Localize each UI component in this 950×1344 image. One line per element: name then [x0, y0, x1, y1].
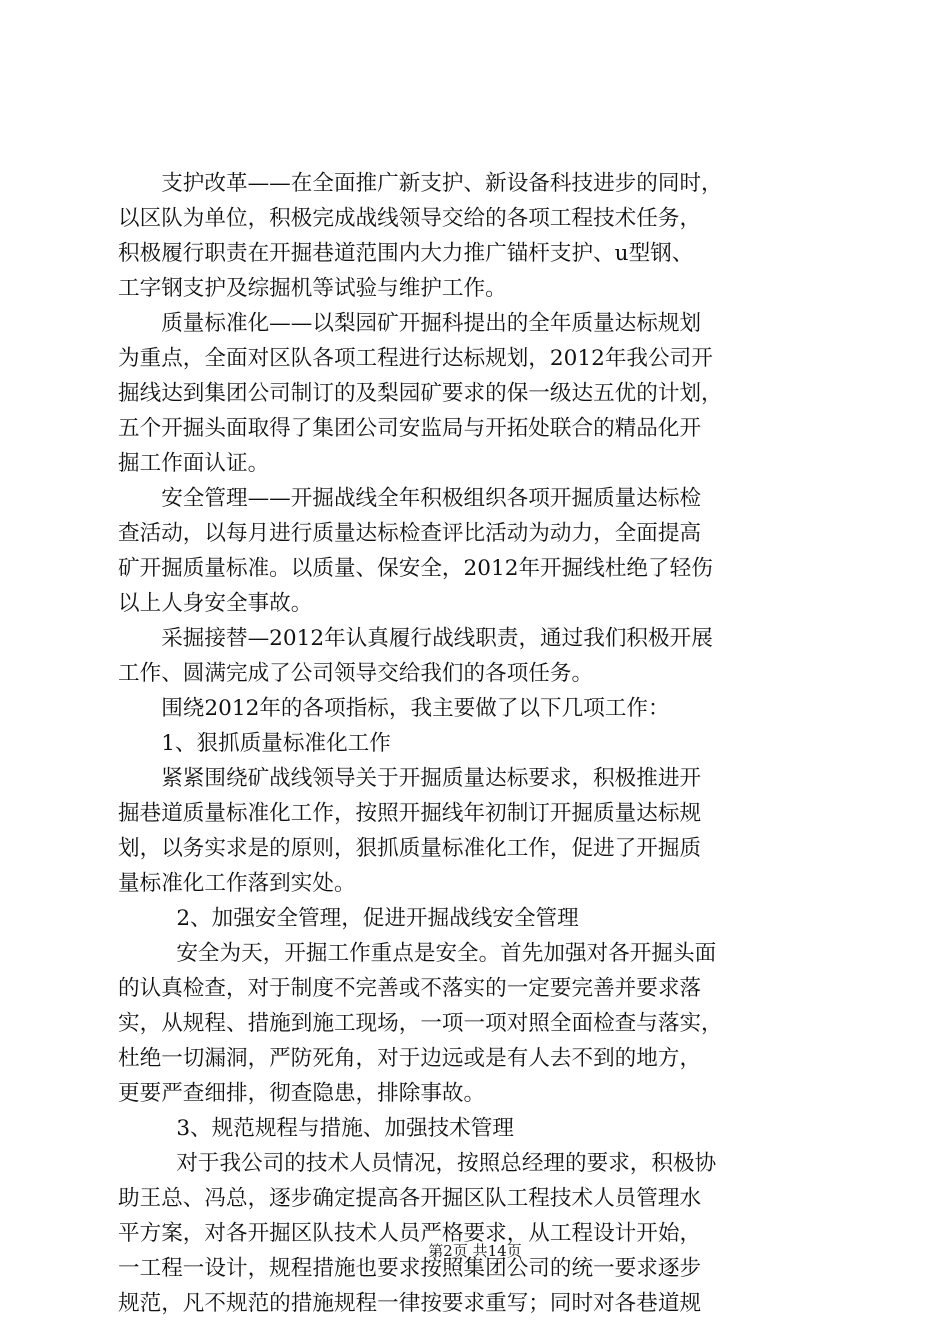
text-line: 围绕2012年的各项指标，我主要做了以下几项工作： [161, 696, 670, 721]
text-line: 实，从规程、措施到施工现场，一项一项对照全面检查与落实， [118, 1011, 723, 1036]
text-line: 掘线达到集团公司制订的及梨园矿要求的保一级达五优的计划， [118, 381, 723, 406]
text-line: 平方案，对各开掘区队技术人员严格要求，从工程设计开始， [118, 1221, 702, 1246]
text-line: 以区队为单位，积极完成战线领导交给的各项工程技术任务， [118, 206, 702, 231]
text-line: 安全为天，开掘工作重点是安全。首先加强对各开掘头面 [176, 941, 717, 966]
text-line: 量标准化工作落到实处。 [118, 871, 356, 896]
text-line: 对于我公司的技术人员情况，按照总经理的要求，积极协 [176, 1151, 717, 1176]
document-body [118, 166, 838, 1321]
text-line: 质量标准化——以梨园矿开掘科提出的全年质量达标规划 [161, 311, 702, 336]
text-line: 助王总、冯总，逐步确定提高各开掘区队工程技术人员管理水 [118, 1186, 702, 1211]
text-line: 规范，凡不规范的措施规程一律按要求重写；同时对各巷道规 [118, 1291, 702, 1316]
text-line: 1、狠抓质量标准化工作 [161, 731, 391, 756]
text-line: 掘巷道质量标准化工作，按照开掘线年初制订开掘质量达标规 [118, 801, 702, 826]
text-line: 紧紧围绕矿战线领导关于开掘质量达标要求，积极推进开 [161, 766, 702, 791]
text-line: 以上人身安全事故。 [118, 591, 313, 616]
text-line: 一工程一设计，规程措施也要求按照集团公司的统一要求逐步 [118, 1256, 702, 1281]
text-line: 的认真检查，对于制度不完善或不落实的一定要完善并要求落 [118, 976, 702, 1001]
text-line: 采掘接替—2012年认真履行战线职责，通过我们积极开展 [161, 626, 713, 651]
text-line: 3、规范规程与措施、加强技术管理 [176, 1116, 514, 1141]
text-line: 2、加强安全管理，促进开掘战线安全管理 [176, 906, 579, 931]
text-line: 支护改革——在全面推广新支护、新设备科技进步的同时， [161, 171, 723, 196]
text-line: 划，以务实求是的原则，狠抓质量标准化工作，促进了开掘质 [118, 836, 702, 861]
page-footer: 第2页 共14页 [428, 1242, 522, 1260]
text-line: 掘工作面认证。 [118, 451, 270, 476]
text-line: 更要严查细排，彻查隐患，排除事故。 [118, 1081, 486, 1106]
text-line: 为重点，全面对区队各项工程进行达标规划，2012年我公司开 [118, 346, 713, 371]
text-line: 积极履行职责在开掘巷道范围内大力推广锚杆支护、u型钢、 [118, 241, 694, 266]
text-line: 杜绝一切漏洞，严防死角，对于边远或是有人去不到的地方， [118, 1046, 702, 1071]
text-line: 安全管理——开掘战线全年积极组织各项开掘质量达标检 [161, 486, 702, 511]
text-line: 查活动，以每月进行质量达标检查评比活动为动力，全面提高 [118, 521, 702, 546]
text-line: 矿开掘质量标准。以质量、保安全，2012年开掘线杜绝了轻伤 [118, 556, 713, 581]
text-line: 工字钢支护及综掘机等试验与维护工作。 [118, 276, 507, 301]
text-line: 工作、圆满完成了公司领导交给我们的各项任务。 [118, 661, 594, 686]
text-line: 五个开掘头面取得了集团公司安监局与开拓处联合的精品化开 [118, 416, 702, 441]
